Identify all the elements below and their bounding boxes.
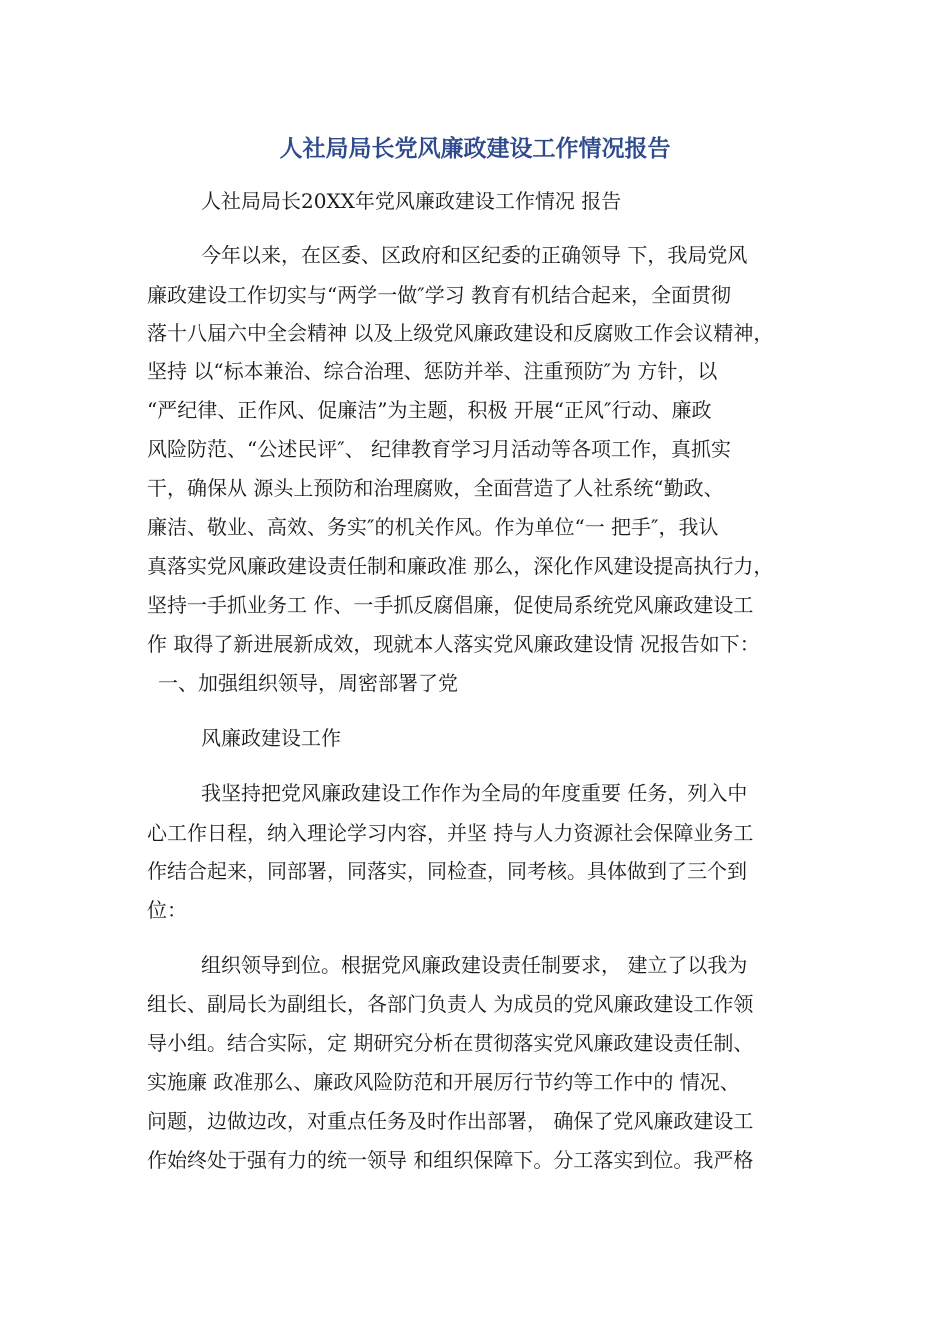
paragraph-3-line: 作始终处于强有力的统一领导 和组织保障下。分工落实到位。我严格	[147, 1148, 754, 1172]
document-subtitle: 人社局局长20XX年党风廉政建设工作情况 报告	[201, 189, 622, 213]
paragraph-2-line: 作结合起来，同部署，同落实，同检查，同考核。具体做到了三个到	[147, 859, 747, 883]
paragraph-1-line: “严纪律、正作风、促廉洁”为主题，积极 开展“正风″行动、廉政	[147, 398, 712, 422]
paragraph-2-line: 我坚持把党风廉政建设工作作为全局的年度重要 任务，列入中	[201, 781, 748, 805]
paragraph-3-line: 组长、副局长为副组长，各部门负责人 为成员的党风廉政建设工作领	[147, 992, 754, 1016]
paragraph-1-line: 风险防范、“公述民评″、 纪律教育学习月活动等各项工作，真抓实	[147, 437, 732, 461]
paragraph-1-line: 坚持一手抓业务工 作、一手抓反腐倡廉，促使局系统党风廉政建设工	[147, 593, 754, 617]
paragraph-1-line: 廉政建设工作切实与“两学一做″学习 教育有机结合起来，全面贯彻	[147, 283, 732, 307]
paragraph-1-line: 真落实党风廉政建设责任制和廉政准 那么，深化作风建设提高执行力，	[147, 554, 774, 578]
paragraph-1-line: 坚持 以“标本兼治、综合治理、惩防并举、注重预防″为 方针，以	[147, 359, 718, 383]
section-heading-1-start: 一、加强组织领导，周密部署了党	[158, 671, 458, 695]
paragraph-3-line: 组织领导到位。根据党风廉政建设责任制要求， 建立了以我为	[201, 953, 748, 977]
paragraph-1-line: 廉洁、敬业、高效、务实″的机关作风。作为单位“一 把手″，我认	[147, 515, 719, 539]
paragraph-3-line: 导小组。结合实际，定 期研究分析在贯彻落实党风廉政建设责任制、	[147, 1031, 754, 1055]
paragraph-1-line: 今年以来，在区委、区政府和区纪委的正确领导 下，我局党风	[201, 243, 748, 267]
paragraph-2-line: 位：	[147, 898, 187, 922]
paragraph-1-line: 干，确保从 源头上预防和治理腐败，全面营造了人社系统“勤政、	[147, 476, 724, 500]
paragraph-1-line: 落十八届六中全会精神 以及上级党风廉政建设和反腐败工作会议精神，	[147, 321, 774, 345]
paragraph-3-line: 问题，边做边改，对重点任务及时作出部署， 确保了党风廉政建设工	[147, 1109, 754, 1133]
paragraph-2-line: 心工作日程，纳入理论学习内容，并坚 持与人力资源社会保障业务工	[147, 821, 754, 845]
paragraph-3-line: 实施廉 政准那么、廉政风险防范和开展厉行节约等工作中的 情况、	[147, 1070, 740, 1094]
document-title: 人社局局长党风廉政建设工作情况报告	[279, 136, 671, 162]
section-heading: 风廉政建设工作	[201, 726, 341, 750]
paragraph-1-line: 作 取得了新进展新成效，现就本人落实党风廉政建设情 况报告如下：	[147, 632, 760, 656]
